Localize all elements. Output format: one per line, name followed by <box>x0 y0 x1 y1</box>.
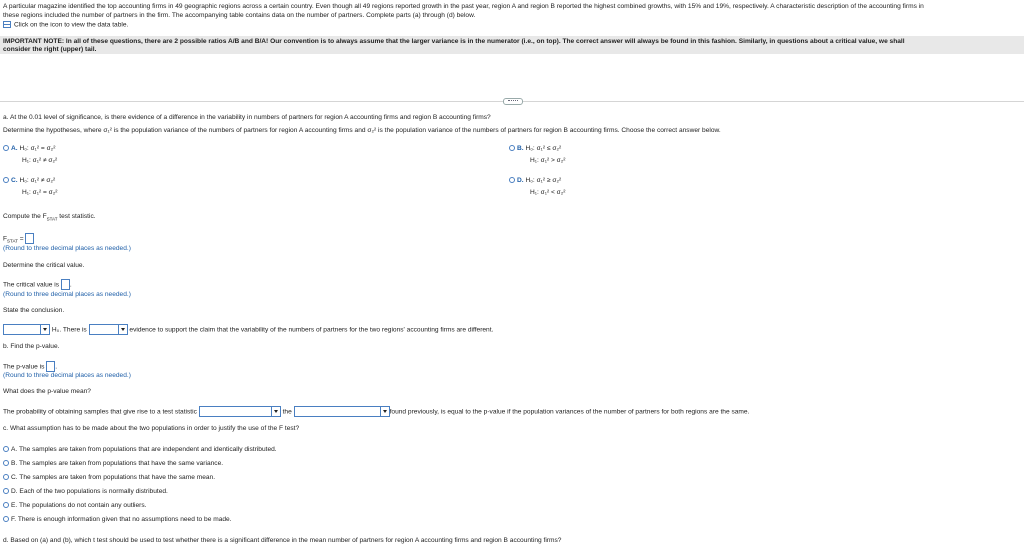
radio-option-a[interactable] <box>3 145 9 151</box>
fstat-input[interactable] <box>25 233 34 244</box>
option-a[interactable]: A. H₀: σ₁² = σ₂² <box>3 145 55 152</box>
round-note-3: (Round to three decimal places as needed.) <box>3 372 131 379</box>
data-table-link[interactable] <box>3 21 128 29</box>
pvalue-row: The p-value is . <box>3 361 57 372</box>
assumption-option-d[interactable]: D. Each of the two populations is normally distributed. <box>3 488 168 495</box>
radio-assumption-f[interactable] <box>3 516 9 522</box>
round-note-2: (Round to three decimal places as needed.) <box>3 291 131 298</box>
option-c-h1: H₁: σ₁² = σ₂² <box>22 189 58 196</box>
compute-fstat-prompt: Compute the $F_{STAT}$ test statistic. <box>3 213 96 222</box>
option-c[interactable]: C. H₀: σ₁² ≠ σ₂² <box>3 177 55 184</box>
option-a-h0: H₀: σ₁² = σ₂² <box>19 145 56 152</box>
part-b-question: b. Find the p-value. <box>3 343 60 350</box>
radio-assumption-d[interactable] <box>3 488 9 494</box>
part-c-question: c. What assumption has to be made about the two populations in order to justify the use of the F test? <box>3 425 300 432</box>
radio-assumption-b[interactable] <box>3 460 9 466</box>
chevron-down-icon[interactable] <box>40 325 49 334</box>
critical-value-question: Determine the critical value. <box>3 262 85 269</box>
pvalue-meaning-question: What does the p-value mean? <box>3 388 91 395</box>
pvalue-input[interactable] <box>46 361 55 372</box>
conclusion-question: State the conclusion. <box>3 307 65 314</box>
radio-assumption-a[interactable] <box>3 446 9 452</box>
hypothesis-instruction: Determine the hypotheses, where σ₁² is the population variance of the numbers of partners for region A accounting firms and σ₂² is the population variance of the numbers of partners for region B accounting firms. Choose the correct answer below. <box>3 127 721 134</box>
option-d-h0: H₀: σ₁² ≥ σ₂² <box>525 177 562 184</box>
critical-value-input[interactable] <box>61 279 70 290</box>
radio-option-c[interactable] <box>3 177 9 183</box>
intro-line-1: A particular magazine identified the top accounting firms in 49 geographic regions across a certain country. Even though all 49 regions reported growth in the past year, region A and region B reported the highest combined growths, with 15% and 19%, respectively. A characteristic description of the accounting firms in <box>3 3 924 10</box>
conclusion-row: H₀. There is evidence to support the claim that the variability of the numbers of partners for the two regions' accounting firms are different. <box>3 324 493 335</box>
radio-assumption-e[interactable] <box>3 502 9 508</box>
data-table-link-text[interactable]: Click on the icon to view the data table. <box>14 21 129 29</box>
important-note-line-1: IMPORTANT NOTE: In all of these questions, there are 2 possible ratios A/B and B/A! Our convention is to always assume that the larger variance is in the numerator (i.e., on top). The correct answer will always be found in this fashion. Similarly, in questions about a critical value, we shall <box>3 38 905 45</box>
important-note-line-2: consider the right (upper) tail. <box>3 46 97 53</box>
reject-decision-select[interactable] <box>3 324 50 335</box>
part-d-question: d. Based on (a) and (b), which t test should be used to test whether there is a significant difference in the mean number of partners for region A accounting firms and region B accounting firms? <box>3 537 562 544</box>
option-b-h0: H₀: σ₁² ≤ σ₂² <box>525 145 562 152</box>
probability-row: The probability of obtaining samples that give rise to a test statistic the found previously, is equal to the p-value if the population variances of the number of partners for both regions are the same. <box>3 406 749 417</box>
option-b-h1: H₁: σ₁² > σ₂² <box>530 157 566 164</box>
option-b[interactable]: B. H₀: σ₁² ≤ σ₂² <box>509 145 561 152</box>
assumption-option-c[interactable]: C. The samples are taken from populations that have the same mean. <box>3 474 215 481</box>
option-a-h1: H₁: σ₁² ≠ σ₂² <box>22 157 58 164</box>
assumption-option-a[interactable]: A. The samples are taken from populations that are independent and identically distributed. <box>3 446 277 453</box>
statistic-type-select[interactable] <box>294 406 390 417</box>
table-icon[interactable] <box>3 21 11 28</box>
assumption-option-f[interactable]: F. There is enough information given that no assumptions need to be made. <box>3 516 232 523</box>
chevron-down-icon[interactable] <box>271 407 280 416</box>
option-d[interactable]: D. H₀: σ₁² ≥ σ₂² <box>509 177 561 184</box>
comparison-select[interactable] <box>199 406 281 417</box>
fstat-row: $F_{STAT}$ = <box>3 233 34 245</box>
option-d-h1: H₁: σ₁² < σ₂² <box>530 189 566 196</box>
part-a-question: a. At the 0.01 level of significance, is there evidence of a difference in the variability in numbers of partners for region A accounting firms and region B accounting firms? <box>3 114 491 121</box>
assumption-option-b[interactable]: B. The samples are taken from populations that have the same variance. <box>3 460 223 467</box>
radio-option-d[interactable] <box>509 177 515 183</box>
chevron-down-icon[interactable] <box>118 325 127 334</box>
evidence-level-select[interactable] <box>89 324 128 335</box>
critical-value-row: The critical value is . <box>3 279 72 290</box>
radio-assumption-c[interactable] <box>3 474 9 480</box>
option-c-h0: H₀: σ₁² ≠ σ₂² <box>19 177 56 184</box>
radio-option-b[interactable] <box>509 145 515 151</box>
expand-handle[interactable] <box>503 98 523 105</box>
round-note-1: (Round to three decimal places as needed.) <box>3 245 131 252</box>
assumption-option-e[interactable]: E. The populations do not contain any outliers. <box>3 502 147 509</box>
intro-line-2: these regions included the number of partners in the firm. The accompanying table contains data on the number of partners. Complete parts (a) through (d) below. <box>3 12 476 19</box>
chevron-down-icon[interactable] <box>380 407 389 416</box>
